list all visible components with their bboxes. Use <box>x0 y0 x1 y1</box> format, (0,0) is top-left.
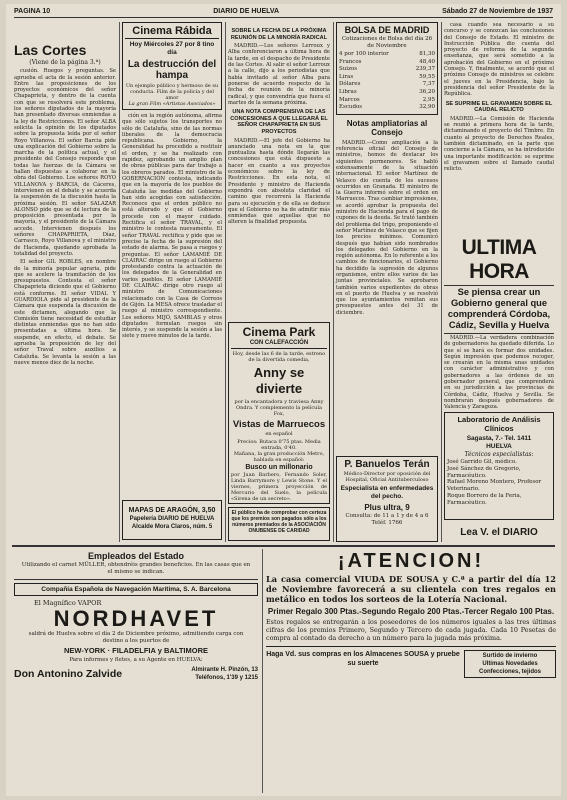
stock-value: 32,90 <box>419 104 435 111</box>
lab-staff-list <box>447 459 551 507</box>
article-title: Las Cortes <box>14 42 87 58</box>
stock-row <box>339 66 435 74</box>
breaking-body: MADRID.—La verdadera combinación de gobernadores ha quedado diferida. Lo que sí se hará es formar dos unidades. Según impresión que podemos recoger, se crearán en la misma unas unidades con carácter administrativo y con gobernadores a las órdenes de un gobernador general, que comprenderá en su jurisdicción a las provincias de Córdoba, Cádiz, Huelva y Sevilla. Se nombrarán después gobernadores de Valencia y Zaragoza. <box>444 335 554 411</box>
sousa-side-box <box>464 650 556 678</box>
sousa-side-line3: Confecciones, tejidos <box>478 669 541 676</box>
sousa-body-2: Estos regalos se entregarán a los poseedores de los números iguales a las tres últimas cifras de los premios Primero, Segundo y Tercero de cada jugada. Cada 10 Pesetas de compra al contado da derecho a un número para la jugada más próxima. <box>266 618 556 642</box>
paper-name: DIARIO DE HUELVA <box>213 8 280 15</box>
divider <box>444 333 554 334</box>
sousa-body: La casa comercial VIUDA DE SOUSA y C.ª a partir del día 12 de Noviembre favorecerá a su clientela con tres regalos en metálico en todos los sorteos de la Lotería Nacional. <box>266 574 556 604</box>
lab-title: Laboratorio de Análisis Clínicos <box>457 415 541 433</box>
employees-text: Utilizando el carnet MÜLLER, obtendréis grandes beneficios. En las casas que en el mismo se indican. <box>21 562 251 575</box>
ship-name: NORDHAVET <box>53 606 219 631</box>
headline: UNA NOTA COMPRENSIVA DE LAS CONCESIONES A QUE LLEGARÁ EL SEÑOR CHAPAPRIETA EN SUS PROYECTOS <box>230 109 328 135</box>
film-title: La destrucción del hampa <box>127 59 217 81</box>
issue-date: Sábado 27 de Noviembre de 1937 <box>442 8 553 15</box>
film-cast: por Juan Barbero, Fernando Soler, Linda Barrymore y Lewis Stone. Y el viernes, primera proyección de Mercurio del Suelo, la película «Sirena de un secreto». <box>231 472 327 502</box>
article-body: MADRID.—El jefe del Gobierno ha anunciado una nota en la que puntualiza hasta dónde llegarán las concesiones que está dispuesto a hacer en cuanto a sus proyectos económicos sobre la ley de Restricciones. En esta nota, el Presidente y ministro de Hacienda expondrá con absoluta claridad el camino que recorrerá la Hacienda para su ejecución y de ella se deduce que el Gobierno no ha de admitir más enmiendas que aquellas que no alteren la finalidad propuesta. <box>228 137 330 226</box>
maps-ad-address: Alcalde Mora Claros, núm. 5 <box>131 524 213 530</box>
section-divider <box>12 545 555 547</box>
column-2 <box>122 22 222 542</box>
stock-value: 59,55 <box>419 73 435 80</box>
stock-value: 48,40 <box>419 58 435 65</box>
cinema-park-ad <box>228 322 330 504</box>
shipping-company: Compañía Española de Navegación Marítima, S. A. Barcelona <box>14 583 258 596</box>
article-body: casa cuando sea necesario a su concurso y se conozcan las conclusiones del Consejo de Estado. El ministro de Instrucción Pública dio cuenta del proyecto de reforma de la segunda enseñanza, que será sometido a la aprobación del Gobierno en el próximo Consejo. Y, finalmente, se acordó que el próximo Consejo de ministros se celebre el jueves en la Presidencia, bajo la presidencia del señor Presidente de la República. <box>444 22 554 98</box>
doctor-phone: Teléf. 1766 <box>371 520 403 526</box>
doctor-line: Especialista en enfermedades del pecho. <box>340 485 434 500</box>
lab-city: HUELVA <box>486 443 512 450</box>
masthead <box>14 6 553 18</box>
maps-ad-line: Papelería DIARIO DE HUELVA <box>129 516 215 522</box>
stock-name: 4 por 100 interior <box>339 51 389 57</box>
shipping-section <box>14 550 258 792</box>
film-lang: en español <box>265 431 293 437</box>
notes-title: Notas ampliatorias al Consejo <box>346 118 428 138</box>
stock-table <box>339 51 435 112</box>
sousa-footer <box>266 646 556 678</box>
stock-name: Suizos <box>339 66 358 73</box>
maps-ad <box>122 500 222 540</box>
lab-staff-member: José Garrido Gil, médico. <box>447 459 517 465</box>
cinema-rabida-ad <box>122 22 222 110</box>
cinema-date: Hoy Miércoles 27 por 8 tino día <box>129 41 215 56</box>
stock-subtitle: Cotizaciones de Bolsa del día 26 de Noviembre <box>341 36 433 49</box>
doctor-specialty: Médico-Director por oposición del Hospital, Oficial Antituberculoso <box>343 471 431 483</box>
charity-ad <box>228 507 330 541</box>
agent-name: Don Antonino Zalvide <box>14 668 123 680</box>
film-tagline: La gran Film «Artistas Asociados» <box>128 101 216 107</box>
lab-staff-title: Técnicos especialistas: <box>464 451 534 458</box>
stock-value: 36,20 <box>419 88 435 95</box>
film-title-3: Busco un millonario <box>245 464 313 471</box>
stock-name: Marcos <box>339 96 360 103</box>
lab-address: Sagasta, 7.- Tel. 1411 <box>466 435 532 442</box>
cinema-name: Cinema Park <box>242 325 316 339</box>
read-diario: Lea V. el DIARIO <box>460 527 538 538</box>
divider <box>14 579 258 580</box>
stock-name: Escudos <box>339 104 363 111</box>
column-1 <box>14 22 116 542</box>
agent-address: Almirante H. Pinzón, 13 <box>191 667 258 673</box>
article-body: MADRID.—Los señores Lerroux y Alba conferenciaron a última hora de la tarde, en el despacho de Presidente de las Cortes. Al salir el señor Lerroux a la calle, dijo a los periodistas que había invitado al señor Alba para ponerse de acuerdo respecto de la fecha de reunión de la minoría radical, y que convendría que fuera el martes de la semana próxima. <box>228 43 330 106</box>
stock-row <box>339 97 435 105</box>
column-5 <box>444 22 554 222</box>
stock-row <box>339 104 435 112</box>
cinema-intro: Hoy, desde las 6 de la tarde, estreno de la divertida comedia, <box>232 351 326 363</box>
lab-staff-member: Rafael Moreno Montero, Profesor Veterinario. <box>447 479 542 493</box>
stock-row <box>339 51 435 59</box>
ship-sail: saldrá de Huelva sobre el día 2 de Diciembre próximo, admitiendo carga con destino a los puertos de <box>28 631 244 644</box>
stock-row <box>339 81 435 89</box>
stock-name: Libras <box>339 88 357 95</box>
stock-exchange-box <box>336 22 438 115</box>
stock-row <box>339 89 435 97</box>
film-credits: por la encantadora y traviesa Anny Ondra. Y complemento la película Fox, <box>234 399 324 417</box>
employees-title: Empleados del Estado <box>87 551 185 561</box>
attention-title: ¡ATENCION! <box>337 550 485 572</box>
agent-phone: Teléfonos, 1'39 y 1215 <box>195 674 258 681</box>
stock-value: 7,37 <box>422 81 435 88</box>
doctor-hours: Consulta: de 11 a 1 y de 4 a 6 <box>345 513 429 519</box>
headline: SE SUPRIME EL GRAVAMEN SOBRE EL CAUDAL RELICTO <box>445 100 553 114</box>
article-body-2: El señor GIL ROBLES, en nombre de la minoría popular agraria, pide que se acelere la tramitación de los presupuestos. Contesta el señor Chapaprieta diciendo que el Gobierno está conforme. El señor VIDAL Y GUARDIOLA pide al presidente de la Cámara que suspenda la discusión de este dictamen, alegando que la Comisión tiene necesidad de estudiar distintas enmiendas que no han sido presentadas a última hora. Se suspende, en efecto, el debate. Se aprueba la proposición de ley del señor Traval sobre auxilios a Cataluña. Se levanta la sesión a las nueve menos diez de la noche. <box>14 259 116 366</box>
cinema-name: Cinema Rábida <box>125 25 219 39</box>
column-rule <box>441 22 442 542</box>
stock-name: Dólares <box>339 81 361 88</box>
column-rule <box>262 549 263 793</box>
stock-value: 239,37 <box>415 66 435 73</box>
stock-name: Liras <box>339 73 354 80</box>
stock-name: Francos <box>339 58 362 65</box>
article-body: MADRID.—Como ampliación a la referencia oficial del Consejo de ministros, hemos de destacar los siguientes pormenores. Se habló extensamente de la situación internacional. El señor Martínez de Velasco dio cuenta de los sucesos ocurridos en Granada. El ministro de la Guerra informó sobre el orden en Marruecos. Tras cambiar impresiones, se acordó aprobar la propuesta del ministro de Hacienda para el pago de cupones de la deuda. Se trató también del problema del trigo, proponiendo el señor Martínez de Velasco que se fijen los precios mínimos. Comunicó después que habían sido nombrados los delegados del Gobierno en la región autónoma. En lo referente a los cambios de funcionarios, el Gobierno ha decidido la supresión de algunos organismos, entre ellos varios de las juntas provinciales. Se aprobaron también varios expedientes de obras en el puerto de Huelva y se resolvió que los ayuntamientos remitan sus presupuestos antes del 31 de diciembre. <box>336 139 438 316</box>
cinema-heating: CON CALEFACCIÓN <box>231 339 327 349</box>
lab-staff-member: Roque Borrero de la Feria, Farmacéutico. <box>447 492 522 506</box>
ship-label: El Magnífico VAPOR <box>34 599 102 607</box>
sousa-side-line2: Ultimas Novedades <box>482 661 538 668</box>
article-body: cusión. Ruegos y preguntas. Se aprueba el acta de la sesión anterior. Entre las proposiciones de los proyectos económicos del señor Chapaprieta, y dentro de la cuenta con que se resolverá este problema, los señores diputados de la mayoría han presentado diversas enmiendas a la ley de Restricciones. El señor ALBA solicita la opinión de los diputados sobre la propuesta leída por el señor Royo Villanova. El señor Barcia pide una explicación del Gobierno sobre la marcha de la política actual, y el presidente del Consejo responde que todas las fuerzas de la Cámara se hallan dispuestas a colaborar en la obra del Gobierno. Los señores ROYO VILLANOVA y BARCIA, de Cáceres, intervienen en el debate y se acuerda la suspensión de la discusión hasta la próxima sesión. El señor SALAZAR ALONSO pide que se dé lectura de la proposición presentada por la mayoría, y el presidente de la Cámara accede. Intervienen después los señores CHAPAPRIETA, Díaz, Carrasco, Royo Villanova y el ministro de Hacienda, quedando aprobada la totalidad del proyecto. <box>14 68 116 257</box>
stock-row <box>339 59 435 67</box>
column-rule <box>225 22 226 542</box>
stock-value: 2,95 <box>422 96 435 103</box>
ship-info: Para informes y fletes, a su Agente en HUELVA: <box>69 657 203 663</box>
article-subtitle: (Viene de la página 3.ª) <box>29 59 101 66</box>
sousa-slogan: Haga Vd. sus compras en los Almacenes SOUSA y pruebe su suerte <box>266 651 460 668</box>
newspaper-page <box>6 4 561 796</box>
ship-ports: NEW-YORK · FILADELFIA y BALTIMORE <box>63 646 208 655</box>
lab-staff-member: José Sánchez de Gregorio, Farmacéutico. <box>447 465 521 479</box>
sousa-ad <box>266 550 556 792</box>
column-3 <box>228 22 330 320</box>
prices: Precios: Butaca 0'75 ptas. Media entrada, 0'40. <box>237 439 321 451</box>
upcoming-note: Mañana, la gran producción Metro, hablada en español: <box>233 451 325 463</box>
column-rule <box>119 22 120 542</box>
stock-value: 81,30 <box>419 51 435 57</box>
page-number: PAGINA 10 <box>14 8 51 15</box>
agent-block <box>14 667 258 682</box>
lab-ad <box>444 412 554 520</box>
breaking-title: ULTIMA HORA <box>461 236 537 283</box>
stock-title: BOLSA DE MADRID <box>344 25 430 35</box>
column-rule <box>333 22 334 542</box>
headline: SOBRE LA FECHA DE LA PRÓXIMA REUNIÓN DE LA MINORÍA RADICAL <box>230 28 328 41</box>
charity-ad-text: El público ha de comprobar con certeza que los premios son pagados sólo a los números premiados de la ASOCIACIÓN ONUBENSE DE CARIDAD <box>231 510 327 534</box>
breaking-headline: Se piensa crear un Gobierno general que comprenderá Córdoba, Cádiz, Sevilla y Huelva <box>447 287 551 330</box>
sousa-side-title: Surtido de invierno <box>482 653 538 660</box>
divider <box>444 285 554 286</box>
doctor-street: Plus ultra, 9 <box>364 503 410 512</box>
film-title: Anny se divierte <box>253 365 305 396</box>
doctor-name: P. Banuelos Terán <box>344 459 430 470</box>
article-body: ción en la región autónoma, afirma que sólo sujetos los transportes no sólo de Cataluña, sino de las normas liberales de la democracia republicana. Gobierno, la Generalidad ha procedido a restituir el orden, y se ha realizado con rapidez, aprobando un amplio plan de obras públicas para dar trabajo a los obreros parados. El ministro de la GOBERNACIÓN contesta, indicando que en la mayoría de los pueblos de Cataluña las medidas del Gobierno han sido acogidas con satisfacción. Reconoce que el orden público no está alterado y que el Gobierno procede con el mayor cuidado. Rectifica el señor TRAVAL, y el ministro le contesta nuevamente. El señor TRAVAL rectifica y pide que se precise la fecha de la supresión del estado de alarma. Se pasa a ruegos y preguntas. El señor LAMAMIÉ DE CLAIRAC dirige un ruego al Gobierno protestando contra la actuación de los delegados de la Generalidad en varios pueblos. El señor LAMAMIÉ DE CLAIRAC dirige otro ruego al ministro de Comunicaciones relacionado con la Casa de Correos de Gijón. La MESA ofrece trasladar el ruego al ministro correspondiente. Los señores MIJÓ, SAMBLAS y otros diputados formulan ruegos sin interés, y se suspende la sesión a las siete y nueve minutos de la tarde. <box>122 113 223 340</box>
sousa-prizes: Primer Regalo 300 Ptas.-Segundo Regalo 200 Ptas.-Tercer Regalo 100 Ptas. <box>267 607 555 616</box>
film-title-2: Vistas de Marruecos <box>232 419 326 430</box>
maps-ad-title: MAPAS DE ARAGÓN, 3,50 <box>128 507 216 514</box>
agent-contact <box>191 667 258 682</box>
article-body: MADRID.—La Comisión de Hacienda se reunió a primera hora de la tarde, dictaminando el proyecto del Timbre. En cuanto al proyecto de Derechos Reales, también dictaminado, en la parte que concierne a la Cámara, se ha introducido una importante modificación: se suprime el gravamen sobre el llamado caudal relicto. <box>444 115 554 173</box>
doctor-ad <box>336 456 438 542</box>
film-blurb: Un ejemplo público y hermoso de su conducta. Film de la policía y del amor <box>125 83 219 101</box>
breaking-news <box>444 236 554 411</box>
